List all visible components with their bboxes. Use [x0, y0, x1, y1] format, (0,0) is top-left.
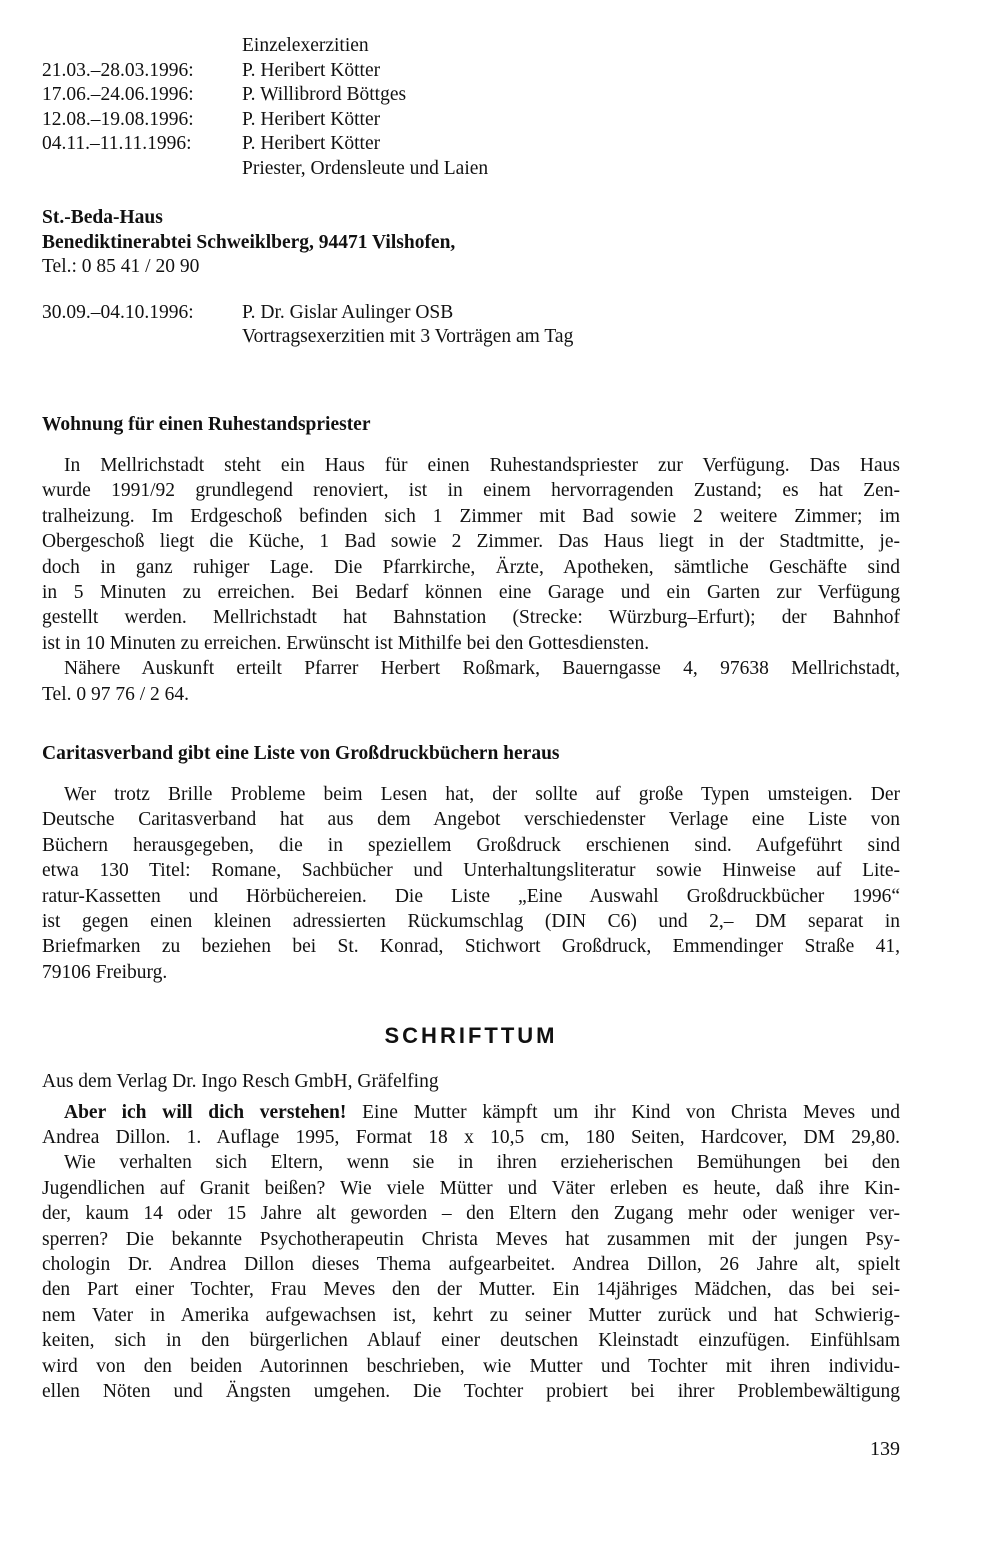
beda-haus-description-row — [42, 325, 900, 350]
section-title: SCHRIFTTUM — [384, 1023, 558, 1048]
schedule-date: 21.03.–28.03.1996: — [42, 59, 194, 81]
paragraph-line: Briefmarken zu beziehen bei St. Konrad, Stichwort Großdruck, Emmendinger Straße 41, — [42, 936, 900, 958]
paragraph-line: doch in ganz ruhiger Lage. Die Pfarrkirche, Ärzte, Apotheken, sämtliche Geschäfte sind — [42, 556, 900, 578]
paragraph-line: wurde 1991/92 grundlegend renoviert, ist in einem hervorragenden Zustand; es hat Zen- — [42, 480, 900, 502]
contact-line: Tel. 0 97 76 / 2 64. — [42, 683, 190, 705]
schedule-leader: P. Heribert Kötter — [242, 133, 381, 154]
beda-haus-name: St.-Beda-Haus — [42, 207, 163, 228]
book-entry — [42, 1100, 900, 1405]
schedule-row — [42, 83, 900, 108]
schedule-header: Einzelexerzitien — [242, 35, 369, 56]
paragraph-line: 79106 Freiburg. — [42, 961, 168, 983]
schedule-leader: P. Heribert Kötter — [242, 108, 381, 130]
schrifttum-section — [42, 1022, 900, 1404]
review-line: den Part einer Tochter, Frau Meves den der Mutter. Ein 14jähriges Mädchen, das bei sei- — [42, 1279, 900, 1301]
paragraph-line: Deutsche Caritasverband hat aus dem Angebot verschiedenster Verlage eine Liste von — [42, 809, 900, 831]
paragraph-line: ist in 10 Minuten zu erreichen. Erwünscht ist Mithilfe bei den Gottesdiensten. — [42, 632, 650, 654]
caritas-paragraph — [42, 782, 900, 985]
wohnung-section — [42, 413, 900, 707]
caritas-heading: Caritasverband gibt eine Liste von Großdruckbüchern heraus — [42, 743, 560, 764]
schedule-header-row — [42, 34, 900, 59]
review-line: keiten, sich in den bürgerlichen Ablauf einer deutschen Kleinstadt einzufügen. Einfühlsam — [42, 1330, 900, 1352]
review-line: chologin Dr. Andrea Dillon dieses Thema aufgearbeitet. Andrea Dillon, 26 Jahre alt, spielt — [42, 1253, 900, 1275]
beda-haus-schedule-row — [42, 301, 900, 326]
beda-haus-date: 30.09.–04.10.1996: — [42, 301, 194, 323]
beda-haus-address: Benediktinerabtei Schweiklberg, 94471 Vilshofen, — [42, 231, 456, 253]
review-line: Wie verhalten sich Eltern, wenn sie in ihren erzieherischen Bemühungen bei den — [64, 1152, 900, 1174]
beda-haus-leader: P. Dr. Gislar Aulinger OSB — [242, 301, 454, 323]
schedule-date: 04.11.–11.11.1996: — [42, 133, 192, 154]
schedule-row — [42, 59, 900, 84]
book-details: Andrea Dillon. 1. Auflage 1995, Format 18 x 10,5 cm, 180 Seiten, Hardcover, DM 29,80. — [42, 1126, 900, 1148]
schedule-leader: P. Willibrord Böttges — [242, 84, 407, 105]
schedule-date: 12.08.–19.08.1996: — [42, 108, 194, 130]
schedule-date: 17.06.–24.06.1996: — [42, 84, 194, 105]
paragraph-line: Obergeschoß liegt die Küche, 1 Bad sowie 2 Zimmer. Das Haus liegt in der Stadtmitte, je- — [42, 531, 900, 553]
wohnung-paragraph — [42, 453, 900, 707]
paragraph-line: in 5 Minuten zu erreichen. Bei Bedarf können eine Garage und ein Garten zur Verfügung — [42, 582, 900, 604]
paragraph-line: Büchern herausgegeben, die in speziellem Großdruck erschienen sind. Aufgeführt sind — [42, 834, 900, 856]
schedule-block-einzelexerzitien — [42, 34, 900, 181]
document-page — [42, 28, 900, 1548]
paragraph-line: In Mellrichstadt steht ein Haus für einen Ruhestandspriester zur Verfügung. Das Haus — [64, 455, 900, 476]
book-entry-line — [42, 1100, 900, 1125]
contact-line: Nähere Auskunft erteilt Pfarrer Herbert Roßmark, Bauerngasse 4, 97638 Mellrichstadt, — [64, 658, 900, 680]
schedule-footer: Priester, Ordensleute und Laien — [242, 157, 489, 179]
review-line: wird von den beiden Autorinnen beschrieben, wie Mutter und Tochter mit ihren individu- — [42, 1355, 900, 1377]
schedule-footer-row — [42, 157, 900, 182]
caritas-section — [42, 742, 900, 985]
paragraph-line: tralheizung. Im Erdgeschoß befinden sich 1 Zimmer mit Bad sowie 2 weitere Zimmer; im — [42, 505, 900, 527]
paragraph-line: gestellt werden. Mellrichstadt hat Bahnstation (Strecke: Würzburg–Erfurt); der Bahnhof — [42, 607, 900, 629]
beda-haus-phone: Tel.: 0 85 41 / 20 90 — [42, 256, 200, 277]
publisher-line: Aus dem Verlag Dr. Ingo Resch GmbH, Gräfelfing — [42, 1071, 439, 1092]
review-line: Jugendlichen auf Granit beißen? Wie viele Mütter und Väter erleben es heute, daß ihre Kin- — [42, 1177, 900, 1199]
paragraph-line: etwa 130 Titel: Romane, Sachbücher und Unterhaltungsliteratur sowie Hinweise auf Lite- — [42, 860, 900, 882]
review-line: ellen Nöten und Ängsten umgehen. Die Tochter probiert bei ihrer Problembewältigung — [42, 1380, 900, 1402]
paragraph-line: ratur-Kassetten und Hörbüchereien. Die Liste „Eine Auswahl Großdruckbücher 1996“ — [42, 885, 900, 907]
beda-haus-block — [42, 206, 900, 350]
schedule-row — [42, 108, 900, 133]
review-line: der, kaum 14 oder 15 Jahre alt geworden – den Eltern den Zugang mehr oder weniger ver- — [42, 1203, 900, 1225]
schedule-leader: P. Heribert Kötter — [242, 59, 381, 81]
review-line: nem Vater in Amerika aufgewachsen ist, kehrt zu seiner Mutter zurück und hat Schwierig- — [42, 1304, 900, 1326]
book-title: Aber ich will dich verstehen! — [64, 1101, 347, 1123]
book-subtitle: Eine Mutter kämpft um ihr Kind von Christa Meves und — [346, 1101, 900, 1123]
review-line: sperren? Die bekannte Psychotherapeutin Christa Meves hat zusammen mit der jungen Psy- — [42, 1228, 900, 1250]
beda-haus-description: Vortragsexerzitien mit 3 Vorträgen am Tag — [242, 326, 574, 347]
paragraph-line: ist gegen einen kleinen adressierten Rückumschlag (DIN C6) und 2,– DM separat in — [42, 911, 900, 933]
paragraph-line: Wer trotz Brille Probleme beim Lesen hat, der sollte auf große Typen umsteigen. Der — [64, 784, 900, 805]
schedule-row — [42, 132, 900, 157]
page-number: 139 — [870, 1438, 900, 1460]
wohnung-heading: Wohnung für einen Ruhestandspriester — [42, 414, 371, 435]
